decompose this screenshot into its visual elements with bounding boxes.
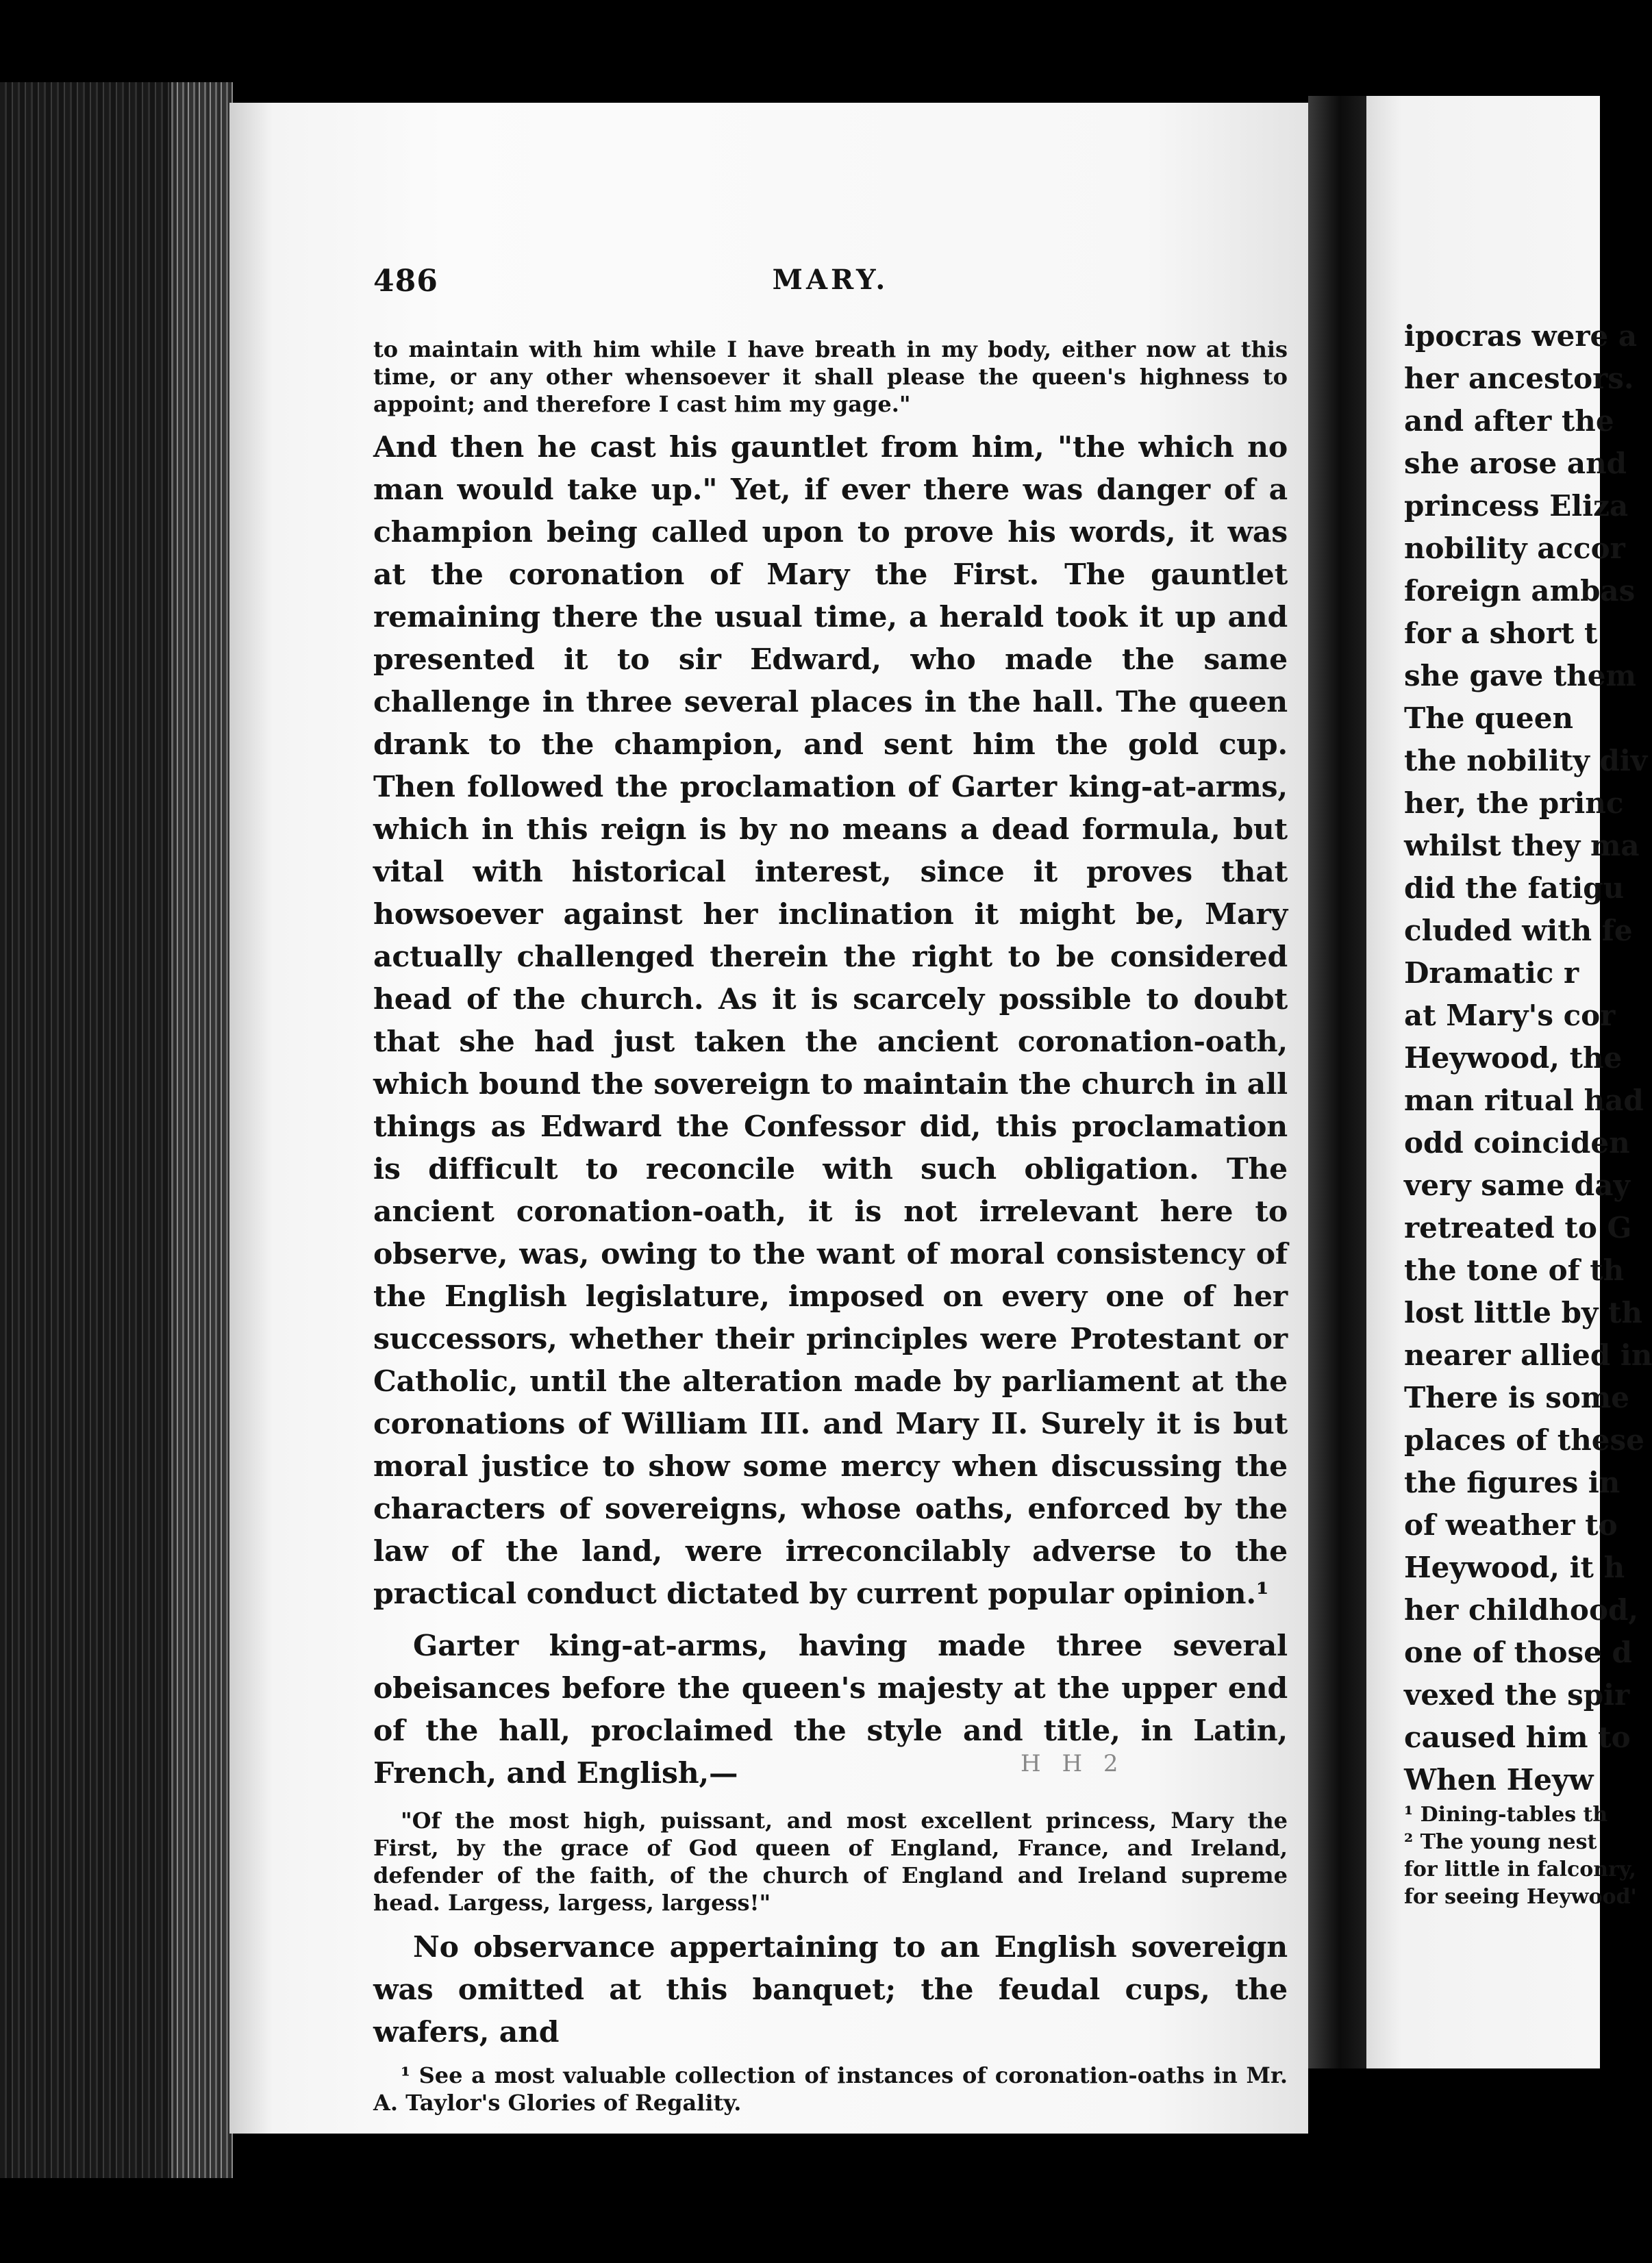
paragraph-champion: And then he cast his gauntlet from him, "the which no man would take up." Yet, if ever there was danger of a champion being called upon to prove his words, it was at the coronation of Mary the First. The gauntlet remaining there the usual time, a herald took it up and presented it to sir Edward, who made the same challenge in three several places in the hall. The queen drank to the champion, and sent him the gold cup. Then followed the proclamation of Garter king-at-arms, which in this reign is by no means a dead formula, but vital with historical interest, since it proves that howsoever against her inclination it might be, Mary actually challenged therein the right to be considered head of the church. As it is scarcely possible to doubt that she had just taken the ancient coronation-oath, which bound the sovereign to maintain the church in all things as Edward the Confessor did, this proclamation is difficult to reconcile with such obligation. The ancient coronation-oath, it is not irrelevant here to observe, was, owing to the want of moral consistency of the English legislature, imposed on every one of her successors, whether their principles were Protestant or Catholic, until the alteration made by parliament at the coronations of William III. and Mary II. Surely it is but moral justice to show some mercy when discussing the characters of sovereigns, whose oaths, enforced by the law of the land, were irreconcilably adverse to the practical conduct dictated by current popular opinion.¹ bbox=[373, 430, 1288, 1611]
right-page-line: lost little by th bbox=[1404, 1296, 1642, 1329]
right-page-line: Heywood, it h bbox=[1404, 1551, 1625, 1584]
right-page-line: the figures in bbox=[1404, 1466, 1620, 1499]
right-page-line: of weather to bbox=[1404, 1508, 1618, 1542]
book-page-edges bbox=[0, 82, 233, 2178]
right-page-line: When Heyw bbox=[1404, 1763, 1594, 1797]
right-page-line: very same day bbox=[1404, 1168, 1630, 1202]
right-page-line: her, the princ bbox=[1404, 786, 1624, 820]
proclamation-quote: "Of the most high, puissant, and most excellent princess, Mary the First, by the grace of God queen of England, France, and Ireland, defender of the faith, of the church of England and Ireland supreme head. Largess, largess, largess!" bbox=[373, 1808, 1288, 1916]
right-page-line: Heywood, the bbox=[1404, 1041, 1623, 1075]
right-page-line: nearer allied in bbox=[1404, 1338, 1652, 1372]
right-page-line: Dramatic r bbox=[1404, 956, 1579, 990]
right-page-line: whilst they ma bbox=[1404, 829, 1640, 862]
right-page-line: foreign ambas bbox=[1404, 574, 1636, 608]
right-page-line: for a short t bbox=[1404, 616, 1598, 650]
right-page-line: her childhood, bbox=[1404, 1593, 1638, 1627]
right-page-footnote-line: ² The young nest bbox=[1404, 1830, 1597, 1854]
right-page-footnote-line: for little in falconry, bbox=[1404, 1858, 1636, 1881]
right-page-line: nobility accor bbox=[1404, 532, 1625, 565]
right-page-line: vexed the spir bbox=[1404, 1678, 1630, 1712]
right-page-line: did the fatigu bbox=[1404, 871, 1625, 905]
right-page-line: at Mary's cor bbox=[1404, 999, 1616, 1032]
book-gutter bbox=[1308, 96, 1366, 2068]
right-page-line: the tone of th bbox=[1404, 1253, 1625, 1287]
left-page bbox=[229, 103, 1308, 2134]
right-page-line: and after the bbox=[1404, 404, 1614, 438]
right-page-line: the nobility div bbox=[1404, 744, 1648, 777]
right-page-line: man ritual had bbox=[1404, 1084, 1644, 1117]
right-page-line: cluded with fe bbox=[1404, 914, 1633, 947]
right-page-line: places of these bbox=[1404, 1423, 1644, 1457]
right-page-line: princess Eliza bbox=[1404, 489, 1629, 523]
running-head: MARY. bbox=[772, 264, 889, 296]
right-page-line: The queen bbox=[1404, 701, 1574, 735]
footnote: ¹ See a most valuable collection of instances of coronation-oaths in Mr. A. Taylor's Glories of Regality. bbox=[373, 2062, 1288, 2116]
paragraph-garter: Garter king-at-arms, having made three several obeisances before the queen's majesty at the upper end of the hall, proclaimed the style and title, in Latin, French, and English,— bbox=[373, 1629, 1288, 1790]
right-page bbox=[1366, 96, 1652, 2068]
right-page-line: retreated to G bbox=[1404, 1211, 1632, 1245]
right-page-line: one of those d bbox=[1404, 1636, 1632, 1669]
right-page-footnote-line: ¹ Dining-tables th bbox=[1404, 1803, 1608, 1827]
right-page-footnote-line: for seeing Heywood' bbox=[1404, 1885, 1637, 1909]
right-page-line: she arose and bbox=[1404, 447, 1627, 480]
right-page-line: odd coinciden bbox=[1404, 1126, 1630, 1160]
page-number: 486 bbox=[373, 264, 438, 299]
right-page-line: There is some bbox=[1404, 1381, 1630, 1414]
right-page-line: ipocras were a bbox=[1404, 319, 1638, 353]
right-page-line: her ancestors. bbox=[1404, 362, 1634, 395]
page-header bbox=[373, 260, 1288, 315]
right-page-content bbox=[1404, 315, 1652, 1911]
left-page-content bbox=[373, 260, 1288, 2116]
right-page-line: caused him to bbox=[1404, 1721, 1631, 1754]
paragraph-banquet: No observance appertaining to an English sovereign was omitted at this banquet; the feudal cups, the wafers, and bbox=[373, 1930, 1288, 2049]
signature-mark: H H 2 bbox=[1021, 1750, 1125, 1777]
continued-quotation: to maintain with him while I have breath in my body, either now at this time, or any other whensoever it shall please the queen's highness to appoint; and therefore I cast him my gage." bbox=[373, 336, 1288, 417]
right-page-line: she gave them bbox=[1404, 659, 1636, 692]
